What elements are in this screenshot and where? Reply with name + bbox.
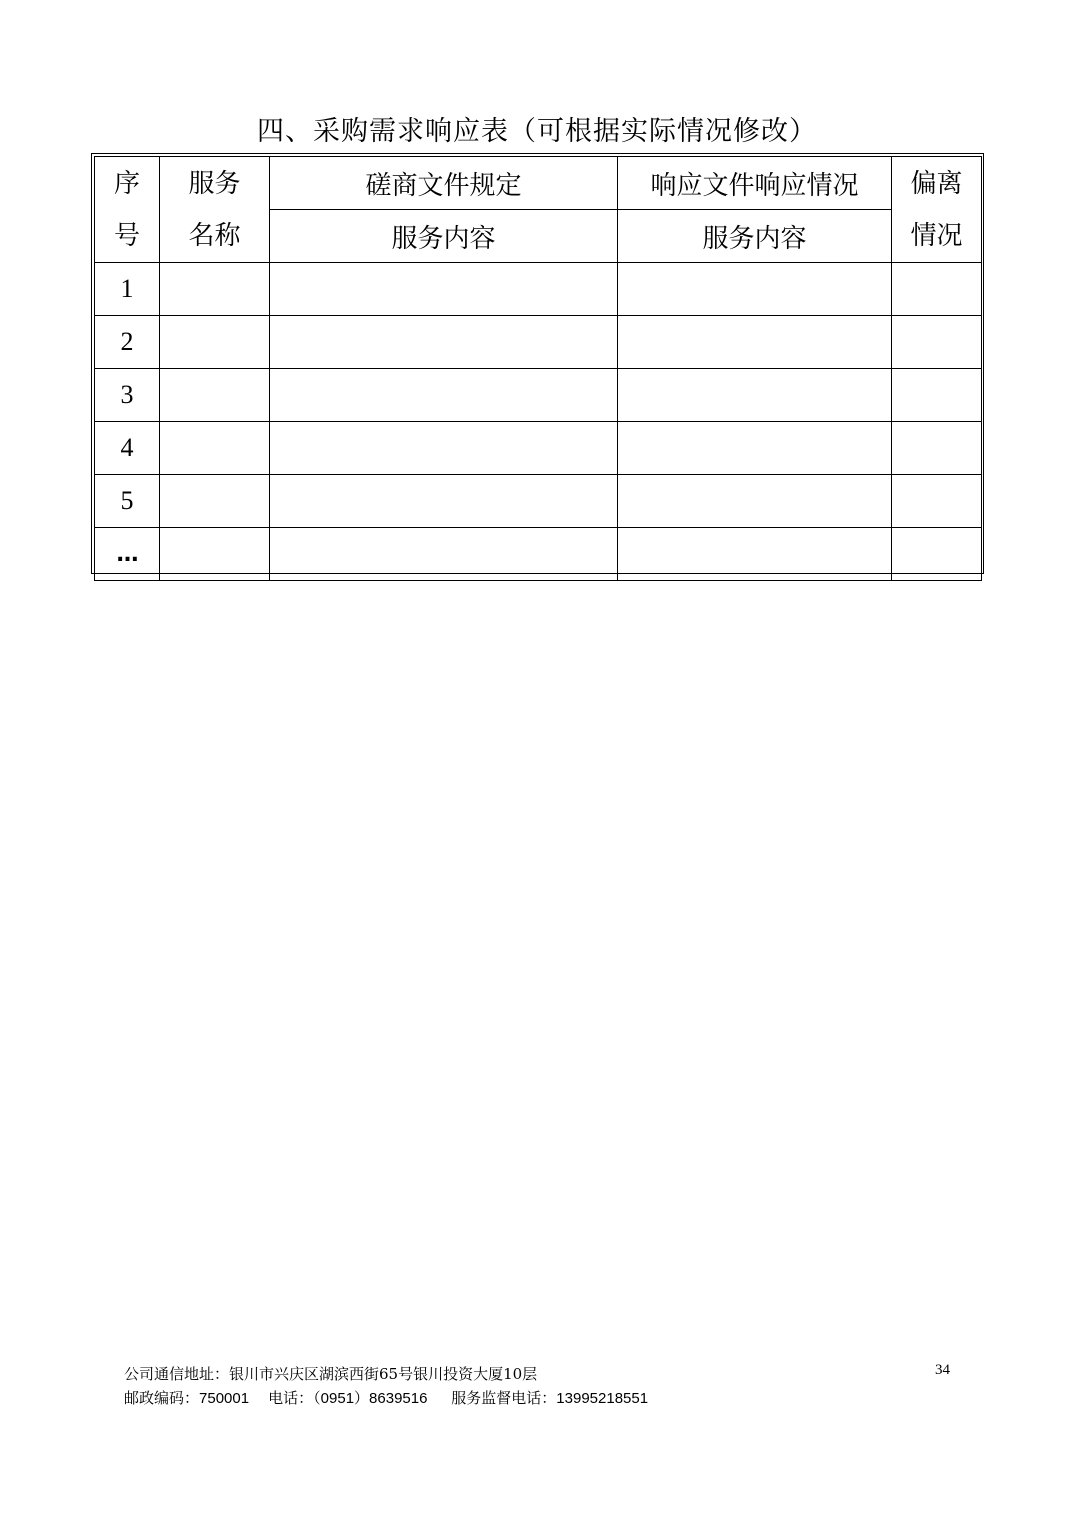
- cell-deviation: [892, 422, 982, 475]
- table-row: [95, 263, 982, 316]
- supervision-label: 服务监督电话：: [451, 1389, 557, 1407]
- row-seq: 5: [95, 475, 160, 528]
- cell-consult-content: [270, 263, 618, 316]
- page-number: 34: [935, 1362, 950, 1378]
- header-service-name: 服务 名称: [160, 157, 270, 263]
- cell-service-name: [160, 369, 270, 422]
- table-row: [95, 422, 982, 475]
- cell-consult-content: [270, 369, 618, 422]
- table-row: [95, 369, 982, 422]
- cell-service-name: [160, 263, 270, 316]
- cell-response-content: [618, 369, 892, 422]
- phone-label: 电话：: [268, 1389, 314, 1407]
- cell-consult-content: [270, 475, 618, 528]
- phone-value: （0951）8639516: [313, 1390, 428, 1407]
- cell-consult-content: [270, 528, 618, 581]
- cell-deviation: [892, 528, 982, 581]
- header-deviation: 偏离 情况: [892, 157, 982, 263]
- postcode-label: 邮政编码：: [124, 1389, 200, 1407]
- postcode-value: 750001: [199, 1390, 250, 1407]
- page-footer: [124, 1362, 648, 1411]
- header-seq: 序 号: [95, 157, 160, 263]
- procurement-response-table: [91, 153, 984, 574]
- row-seq: …: [95, 528, 160, 581]
- cell-deviation: [892, 369, 982, 422]
- cell-consult-content: [270, 422, 618, 475]
- cell-service-name: [160, 422, 270, 475]
- cell-response-content: [618, 528, 892, 581]
- header-consult-service-content: 服务内容: [270, 210, 618, 263]
- row-seq: 4: [95, 422, 160, 475]
- cell-response-content: [618, 316, 892, 369]
- table-row: [95, 316, 982, 369]
- cell-consult-content: [270, 316, 618, 369]
- table-row: [95, 475, 982, 528]
- cell-response-content: [618, 422, 892, 475]
- cell-response-content: [618, 475, 892, 528]
- cell-response-content: [618, 263, 892, 316]
- footer-contact-line: [124, 1386, 648, 1411]
- cell-deviation: [892, 263, 982, 316]
- header-consult-rules: 磋商文件规定: [270, 157, 618, 210]
- cell-deviation: [892, 316, 982, 369]
- page-title: 四、采购需求响应表（可根据实际情况修改）: [257, 116, 817, 147]
- row-seq: 3: [95, 369, 160, 422]
- cell-service-name: [160, 475, 270, 528]
- cell-deviation: [892, 475, 982, 528]
- header-response-service-content: 服务内容: [618, 210, 892, 263]
- cell-service-name: [160, 528, 270, 581]
- cell-service-name: [160, 316, 270, 369]
- table-row: [95, 528, 982, 581]
- row-seq: 1: [95, 263, 160, 316]
- supervision-phone-value: 13995218551: [556, 1390, 649, 1407]
- row-seq: 2: [95, 316, 160, 369]
- header-response: 响应文件响应情况: [618, 157, 892, 210]
- footer-address: 公司通信地址：银川市兴庆区湖滨西街65号银川投资大厦10层: [124, 1365, 538, 1383]
